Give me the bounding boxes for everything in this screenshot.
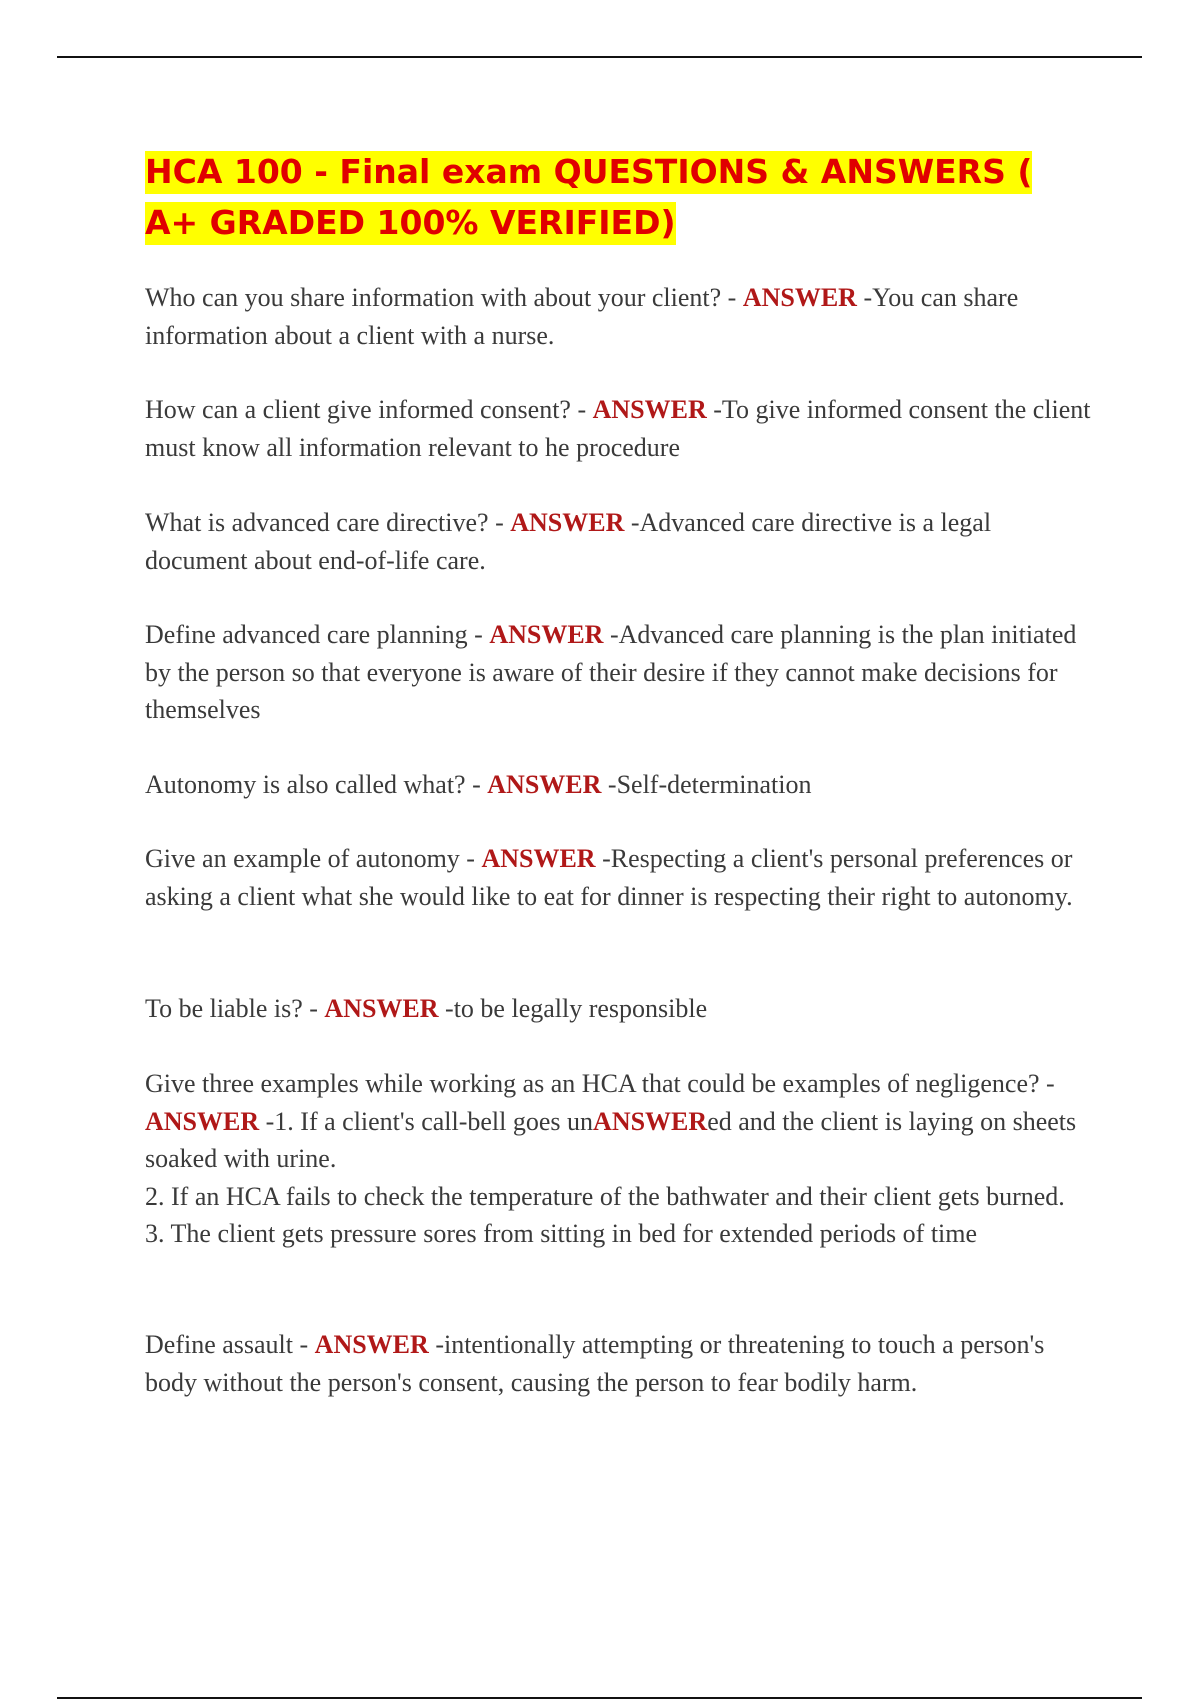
answer-label: ANSWER <box>324 994 439 1023</box>
question-text: Autonomy is also called what? - <box>145 770 488 799</box>
answer-label: ANSWER <box>742 283 857 312</box>
qa-item-2 <box>145 391 1095 466</box>
bottom-rule <box>57 1697 1142 1699</box>
question-text: How can a client give informed consent? - <box>145 395 593 424</box>
qa-item-5 <box>145 766 1095 804</box>
top-rule <box>57 56 1142 58</box>
answer-text: -Respecting a client's personal preferences or asking a client what she would like to eat for dinner is respecting their right to autonomy. <box>145 844 1073 911</box>
answer-label: ANSWER <box>145 1106 260 1136</box>
document-title <box>145 146 1085 248</box>
title-highlight: HCA 100 - Final exam QUESTIONS & ANSWERS ( A+ GRADED 100% VERIFIED) <box>145 151 1032 245</box>
question-text: To be liable is? - <box>145 994 325 1023</box>
question-text: Give an example of autonomy - <box>145 844 482 873</box>
answer-text: -To give informed consent the client must know all information relevant to he procedure <box>145 395 1091 462</box>
answer-label-inline: ANSWER <box>593 1106 708 1136</box>
answer-text: -Advanced care planning is the plan initiated by the person so that everyone is aware of their desire if they cannot make decisions for themselves <box>145 620 1077 724</box>
qa-item-9 <box>145 1326 1095 1401</box>
answer-text: -to be legally responsible <box>438 994 708 1023</box>
answer-label: ANSWER <box>481 844 596 873</box>
answer-text: -You can share information about a client with a nurse. <box>145 283 1019 350</box>
answer-text: -Self-determination <box>601 770 812 799</box>
answer-label: ANSWER <box>510 508 625 537</box>
answer-label: ANSWER <box>314 1330 429 1359</box>
question-text: Define assault - <box>145 1330 315 1359</box>
answer-label: ANSWER <box>487 770 602 799</box>
answer-text: -Advanced care directive is a legal document about end-of-life care. <box>145 508 992 575</box>
qa-item-6 <box>145 840 1095 915</box>
question-text: Define advanced care planning - <box>145 620 490 649</box>
question-text: Give three examples while working as an HCA that could be examples of negligence? - <box>145 1069 1055 1098</box>
qa-item-7 <box>145 990 1095 1028</box>
qa-item-1 <box>145 279 1095 354</box>
qa-item-8 <box>145 1065 1095 1253</box>
qa-item-3 <box>145 504 1095 579</box>
answer-label: ANSWER <box>489 620 604 649</box>
answer-text: -intentionally attempting or threatening to touch a person's body without the person's consent, causing the person to fear bodily harm. <box>145 1330 1045 1397</box>
answer-label: ANSWER <box>592 395 707 424</box>
answer-text: -1. If a client's call-bell goes un <box>259 1106 594 1136</box>
question-text: What is advanced care directive? - <box>145 508 511 537</box>
answer-text-continued: ed and the client is laying on sheets soaked with urine. 2. If an HCA fails to check the temperature of the bathwater and their client gets burned. 3. The client gets pressure sores from sitting in bed for extended periods of time <box>145 1106 1077 1248</box>
question-text: Who can you share information with about your client? - <box>145 283 743 312</box>
qa-item-4 <box>145 616 1095 729</box>
